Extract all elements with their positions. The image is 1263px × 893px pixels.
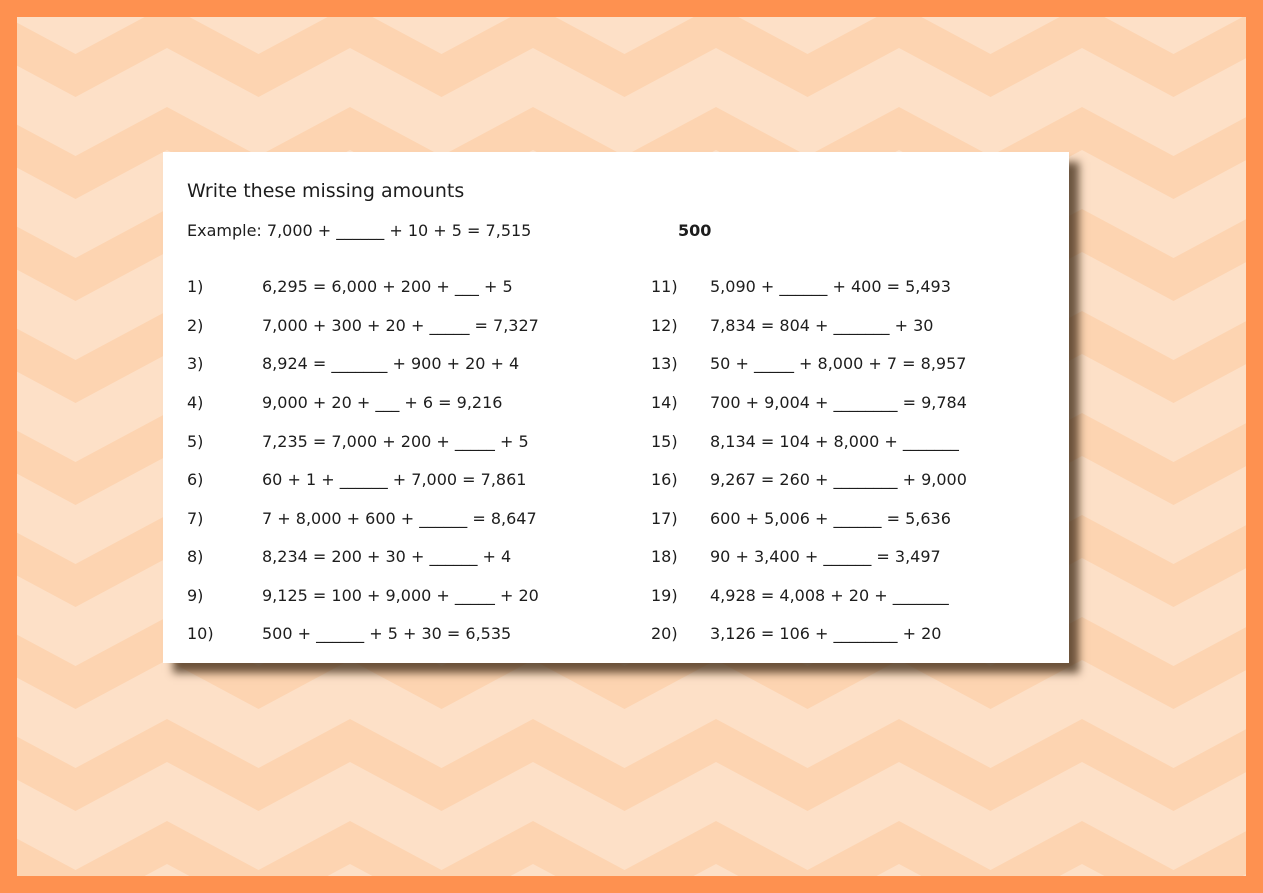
problem-equation: 600 + 5,006 + ______ = 5,636 [710, 509, 951, 528]
problem-number: 7) [187, 509, 204, 528]
problem-number: 2) [187, 316, 204, 335]
problem-number: 12) [651, 316, 678, 335]
problem-equation: 500 + ______ + 5 + 30 = 6,535 [262, 624, 512, 643]
worksheet-card [163, 152, 1069, 663]
problem-equation: 3,126 = 106 + ________ + 20 [710, 624, 942, 643]
problem-equation: 7,834 = 804 + _______ + 30 [710, 316, 934, 335]
problem-equation: 90 + 3,400 + ______ = 3,497 [710, 547, 941, 566]
problem-number: 9) [187, 586, 204, 605]
problem-equation: 5,090 + ______ + 400 = 5,493 [710, 277, 951, 296]
problem-number: 18) [651, 547, 678, 566]
problem-number: 8) [187, 547, 204, 566]
problem-number: 5) [187, 432, 204, 451]
problem-equation: 8,234 = 200 + 30 + ______ + 4 [262, 547, 512, 566]
problem-equation: 4,928 = 4,008 + 20 + _______ [710, 586, 949, 605]
problem-number: 20) [651, 624, 678, 643]
problem-number: 1) [187, 277, 204, 296]
problem-equation: 7 + 8,000 + 600 + ______ = 8,647 [262, 509, 537, 528]
example-answer: 500 [678, 221, 712, 240]
problem-equation: 8,134 = 104 + 8,000 + _______ [710, 432, 959, 451]
problem-equation: 50 + _____ + 8,000 + 7 = 8,957 [710, 354, 967, 373]
problem-number: 3) [187, 354, 204, 373]
problem-equation: 7,235 = 7,000 + 200 + _____ + 5 [262, 432, 529, 451]
problem-number: 10) [187, 624, 214, 643]
problem-number: 19) [651, 586, 678, 605]
problem-equation: 60 + 1 + ______ + 7,000 = 7,861 [262, 470, 527, 489]
problem-equation: 6,295 = 6,000 + 200 + ___ + 5 [262, 277, 513, 296]
problem-number: 17) [651, 509, 678, 528]
problem-number: 14) [651, 393, 678, 412]
problem-equation: 700 + 9,004 + ________ = 9,784 [710, 393, 967, 412]
problem-number: 11) [651, 277, 678, 296]
problem-number: 16) [651, 470, 678, 489]
example-question: Example: 7,000 + ______ + 10 + 5 = 7,515 [187, 221, 532, 240]
worksheet-title: Write these missing amounts [187, 180, 465, 202]
problem-equation: 7,000 + 300 + 20 + _____ = 7,327 [262, 316, 539, 335]
problem-equation: 9,000 + 20 + ___ + 6 = 9,216 [262, 393, 503, 412]
problem-equation: 8,924 = _______ + 900 + 20 + 4 [262, 354, 520, 373]
problem-number: 4) [187, 393, 204, 412]
problem-number: 13) [651, 354, 678, 373]
problem-number: 15) [651, 432, 678, 451]
problem-equation: 9,267 = 260 + ________ + 9,000 [710, 470, 967, 489]
problem-equation: 9,125 = 100 + 9,000 + _____ + 20 [262, 586, 539, 605]
problem-number: 6) [187, 470, 204, 489]
